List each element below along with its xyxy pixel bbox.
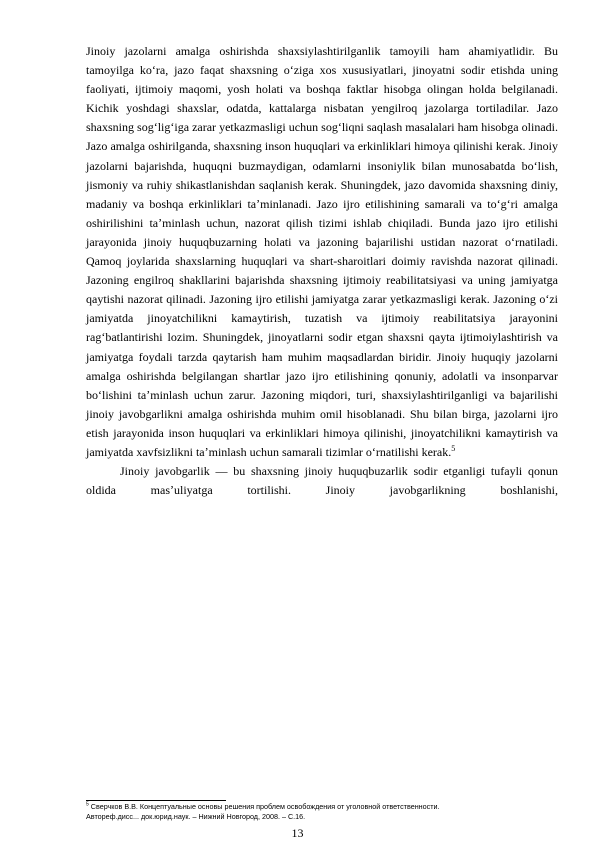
footnote-line-2: Автореф.дисс... док.юрид.наук. – Нижний Новгород, 2008. – С.16. — [86, 812, 306, 821]
footnote-text-1: Сверчков В.В. Концептуальные основы решения проблем освобождения от уголовной ответственности. — [88, 802, 440, 811]
footnote — [86, 802, 558, 822]
page-number: 13 — [291, 826, 304, 840]
footnote-number: 5 — [86, 801, 89, 808]
footnote-line-1 — [86, 802, 558, 812]
footnote-separator — [86, 800, 226, 801]
paragraph-1-text: Jinoiy jazolarni amalga oshirishda shaxsiylashtirilganlik tamoyili ham ahamiyatlidir. Bu tamoyilga koʻra, jazo faqat shaxsning oʻziga xos xususiyatlari, jinoyatni sodir etishda uning faoliyati, ijtimoiy maqomi, yosh holati va boshqa faktlar hisobga olingan holda belgilanadi. Kichik yoshdagi shaxslar, odatda, kattalarga nisbatan yengilroq jazolarga tortiladilar. Jazo shaxsning sogʻligʻiga zarar yetkazmasligi uchun sogʻliqni saqlash masalalari ham hisobga olinadi. Jazo amalga oshirilganda, shaxsning inson huquqlari va erkinliklari himoya qilinishi kerak. Jinoiy jazolarni bajarishda, huquqni buzmaydigan, odamlarni insoniylik bilan munosabatda boʻlish, jismoniy va ruhiy shikastlanishdan saqlanish kerak. Shuningdek, jazo davomida shaxsning diniy, madaniy va boshqa erkinliklari taʼminlanadi. Jazo ijro etilishining samarali va toʻgʻri amalga oshirilishini taʼminlash uchun, nazorat qilish tizimi ishlab chiqiladi. Bunda jazo ijro etilishi jarayonida jinoiy huquqbuzarning holati va jazoning bajarilishi ustidan nazorat oʻrnatiladi. Qamoq joylarida shaxslarning huquqlari va shart-sharoitlari doimiy ravishda nazorat qilinadi. Jazoning engilroq shakllarini bajarishda shaxsning ijtimoiy reabilitatsiyasi va uning jamiyatga qaytishi nazorat qilinadi. Jazoning ijro etilishi jamiyatga zarar yetkazmasligi kerak. Jazoning oʻzi jamiyatda jinoyatchilikni kamaytirish, tuzatish va ijtimoiy reabilitatsiya jarayonini ragʻbatlantirishi lozim. Shuningdek, jinoyatlarni sodir etgan shaxsni qayta ijtimoiylashtirish va jamiyatga foydali tarzda qaytarish ham muhim maqsadlardan biridir. Jinoiy huquqiy jazolarni amalga oshirishda belgilangan shartlar jazo ijro etilishining qonuniy, adolatli va insonparvar boʻlishini taʼminlash uchun zarur. Jazoning miqdori, turi, shaxsiylashtirilganligi va bajarilishi jinoiy javobgarlikni amalga oshirishda muhim omil hisoblanadi. Shu bilan birga, jazolarni ijro etish jarayonida inson huquqlari va erkinliklari himoya qilinishi, jinoyatchilikni kamaytirish va jamiyatda xavfsizlikni taʼminlash uchun samarali tizimlar oʻrnatilishi kerak. — [86, 44, 558, 459]
footnote-reference[interactable]: 5 — [451, 443, 456, 453]
paragraph-1 — [86, 42, 558, 462]
paragraph-2: Jinoiy javobgarlik — bu shaxsning jinoiy huquqbuzarlik sodir etganligi tufayli qonun oldida masʼuliyatga tortilishi. Jinoiy javobgarlikning boshlanishi, — [86, 464, 558, 498]
body-text — [86, 42, 558, 500]
